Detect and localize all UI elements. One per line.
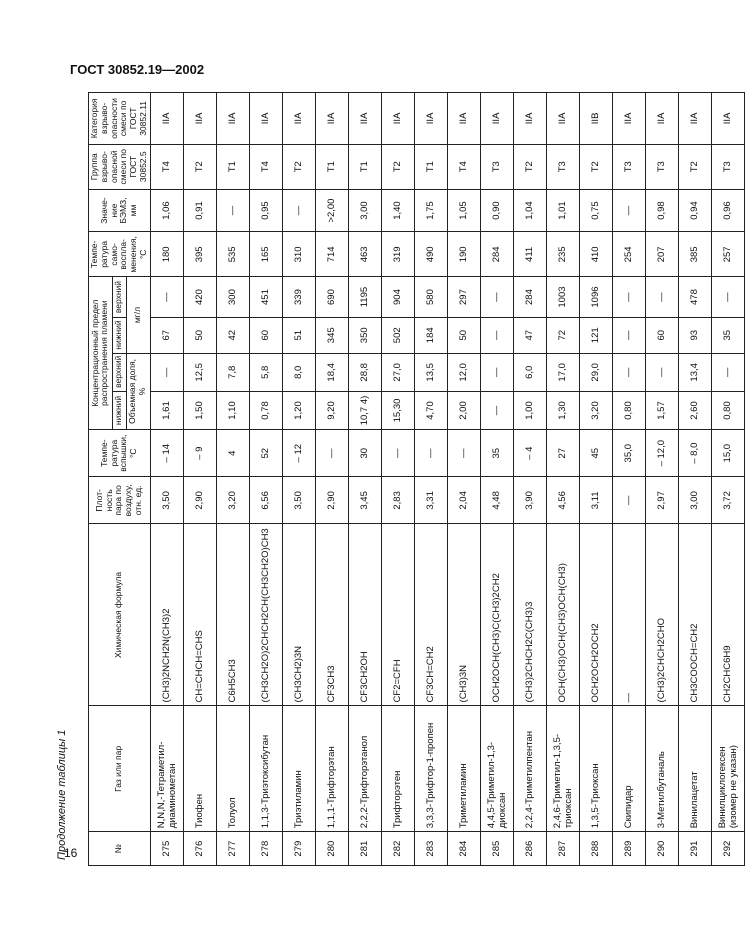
table-row [348,93,381,866]
cell-grp: T1 [414,144,447,189]
cell-gas: Тиофен [183,706,216,832]
table-caption: Продолжение таблицы 1 [56,729,68,860]
table-row [711,93,744,866]
cell-density: 3,11 [579,477,612,524]
cell-um: 300 [216,277,249,317]
cell-grp: T4 [447,144,480,189]
cell-formula: (CH3)3N [447,524,480,706]
col-conc-group: Концентрационный предел распространения пламени [89,277,113,430]
cell-grp: T3 [546,144,579,189]
cell-lm: 184 [414,317,447,353]
cell-density: 3,90 [513,477,546,524]
col-category: Категория взрыво-опасности смеси по ГОСТ 30852.11 [89,93,151,145]
cell-lv: 15,30 [381,391,414,429]
cell-uv: 13,4 [678,353,711,391]
cell-ai: 207 [645,232,678,277]
table-row [150,93,183,866]
table-body [150,93,744,866]
cell-uv: — [480,353,513,391]
cell-gas: 2,2,2-Трифторэтанол [348,706,381,832]
cell-grp: T1 [216,144,249,189]
cell-um: 420 [183,277,216,317]
cell-uv: 18,4 [315,353,348,391]
cell-flash: 52 [249,430,282,477]
cell-ai: 490 [414,232,447,277]
cell-um: — [480,277,513,317]
cell-cat: IIA [282,93,315,145]
cell-density: 2,83 [381,477,414,524]
cell-lv: 2,60 [678,391,711,429]
cell-ai: 714 [315,232,348,277]
cell-um: — [645,277,678,317]
cell-bem: 0,90 [480,189,513,232]
cell-lv: 1,30 [546,391,579,429]
col-upper2: верхний [112,277,126,317]
cell-density: 3,31 [414,477,447,524]
cell-um: 1096 [579,277,612,317]
cell-flash: — [381,430,414,477]
cell-formula: CH3COOCH=CH2 [678,524,711,706]
cell-ai: 535 [216,232,249,277]
cell-bem: 1,40 [381,189,414,232]
cell-ai: 180 [150,232,183,277]
cell-uv: 27,0 [381,353,414,391]
cell-lm: 47 [513,317,546,353]
cell-gas: Скипидар [612,706,645,832]
cell-gas: Толуол [216,706,249,832]
cell-density: 3,20 [216,477,249,524]
cell-formula: (CH3)2CHCH2CHO [645,524,678,706]
table-row [645,93,678,866]
cell-formula: OCH2OCH2OCH2 [579,524,612,706]
cell-no: 277 [216,832,249,866]
cell-density: 4,56 [546,477,579,524]
cell-ai: 165 [249,232,282,277]
cell-flash: – 12 [282,430,315,477]
table-row [447,93,480,866]
cell-um: 297 [447,277,480,317]
cell-bem: — [612,189,645,232]
cell-lv: 0,80 [612,391,645,429]
table-row [315,93,348,866]
cell-grp: T2 [183,144,216,189]
cell-cat: IIA [150,93,183,145]
col-density: Плот-ность пара по воздуху, отн. ед. [89,477,151,524]
table-row [480,93,513,866]
cell-lm: 350 [348,317,381,353]
table-row [414,93,447,866]
cell-lm: 42 [216,317,249,353]
table-row [249,93,282,866]
col-lower1: нижний [112,391,126,429]
cell-ai: 190 [447,232,480,277]
cell-flash: – 9 [183,430,216,477]
cell-density: 2,90 [183,477,216,524]
cell-bem: 0,96 [711,189,744,232]
cell-lv: 1,20 [282,391,315,429]
cell-um: 1195 [348,277,381,317]
cell-gas: 4,4,5-Триметил-1,3-диоксан [480,706,513,832]
col-upper1: верхний [112,353,126,391]
cell-lv: 0,78 [249,391,282,429]
cell-gas: 1,1,1-Трифторэтан [315,706,348,832]
cell-bem: 0,98 [645,189,678,232]
cell-gas: 1,3,5-Триоксан [579,706,612,832]
cell-no: 283 [414,832,447,866]
cell-grp: T2 [282,144,315,189]
cell-formula: CF3CH2OH [348,524,381,706]
cell-grp: T3 [480,144,513,189]
cell-formula: (CH3CH2)3N [282,524,315,706]
col-flash: Темпе-ратура вспышки, °С [89,430,151,477]
table-row [216,93,249,866]
cell-density: 3,72 [711,477,744,524]
cell-no: 276 [183,832,216,866]
cell-lv: 1,57 [645,391,678,429]
cell-flash: 4 [216,430,249,477]
cell-grp: T4 [150,144,183,189]
cell-lv: 1,00 [513,391,546,429]
cell-grp: T2 [381,144,414,189]
cell-cat: IIA [381,93,414,145]
cell-cat: IIA [216,93,249,145]
cell-gas: 2,2,4-Триметилпентан [513,706,546,832]
cell-no: 280 [315,832,348,866]
cell-flash: – 12,0 [645,430,678,477]
cell-no: 286 [513,832,546,866]
cell-gas: 3-Метилбутаналь [645,706,678,832]
cell-lm: 502 [381,317,414,353]
cell-gas: 1,1,3-Триэтоксибутан [249,706,282,832]
cell-formula: C6H5CH3 [216,524,249,706]
cell-grp: T3 [711,144,744,189]
cell-um: 904 [381,277,414,317]
cell-lv: 1,50 [183,391,216,429]
cell-uv: 29,0 [579,353,612,391]
cell-um: 284 [513,277,546,317]
cell-cat: IIA [315,93,348,145]
cell-grp: T2 [579,144,612,189]
cell-lm: 60 [645,317,678,353]
cell-ai: 385 [678,232,711,277]
cell-gas: Трифторэтен [381,706,414,832]
cell-grp: T1 [315,144,348,189]
cell-bem: >2,00 [315,189,348,232]
cell-no: 282 [381,832,414,866]
cell-lm: 67 [150,317,183,353]
rotated-table-container [88,92,739,866]
cell-density: 3,50 [150,477,183,524]
cell-gas: Триэтиламин [282,706,315,832]
cell-density: 2,97 [645,477,678,524]
cell-uv: — [711,353,744,391]
cell-flash: 15,0 [711,430,744,477]
cell-ai: 319 [381,232,414,277]
cell-uv: — [150,353,183,391]
cell-cat: IIA [513,93,546,145]
cell-bem: — [282,189,315,232]
col-group: Группа взрыво-опасной смеси по ГОСТ 30852.5 [89,144,151,189]
cell-lv: 0,80 [711,391,744,429]
cell-cat: IIA [414,93,447,145]
cell-lv: 10,7 4) [348,391,381,429]
cell-cat: IIA [183,93,216,145]
cell-formula: CH=CHCH=CHS [183,524,216,706]
cell-no: 279 [282,832,315,866]
cell-cat: IIA [546,93,579,145]
col-lower2: нижний [112,317,126,353]
cell-cat: IIA [447,93,480,145]
cell-cat: IIA [612,93,645,145]
cell-lm: 50 [447,317,480,353]
cell-no: 289 [612,832,645,866]
cell-flash: — [315,430,348,477]
cell-um: — [711,277,744,317]
cell-lm: 93 [678,317,711,353]
cell-uv: — [612,353,645,391]
table-row [282,93,315,866]
cell-uv: 12,0 [447,353,480,391]
col-formula: Химическая формула [89,524,151,706]
cell-no: 284 [447,832,480,866]
cell-um: 451 [249,277,282,317]
cell-uv: 7,8 [216,353,249,391]
cell-grp: T1 [348,144,381,189]
cell-ai: 284 [480,232,513,277]
cell-ai: 310 [282,232,315,277]
cell-grp: T2 [678,144,711,189]
cell-density: 6,56 [249,477,282,524]
cell-ai: 395 [183,232,216,277]
cell-cat: IIA [678,93,711,145]
cell-no: 285 [480,832,513,866]
col-no: № [89,832,151,866]
cell-lv: 3,20 [579,391,612,429]
table-row [546,93,579,866]
cell-no: 275 [150,832,183,866]
cell-lm: 60 [249,317,282,353]
cell-gas: N,N,N,-Тетраметил-диаминометан [150,706,183,832]
cell-bem: 1,01 [546,189,579,232]
cell-ai: 235 [546,232,579,277]
cell-um: 478 [678,277,711,317]
cell-bem: 0,95 [249,189,282,232]
cell-cat: IIA [480,93,513,145]
cell-lv: 4,70 [414,391,447,429]
table-row [183,93,216,866]
cell-gas: 2,4,6-Триметил-1,3,5-триоксан [546,706,579,832]
table-row [612,93,645,866]
cell-density: 3,45 [348,477,381,524]
cell-um: 580 [414,277,447,317]
cell-formula: CF2=CFH [381,524,414,706]
table-row [579,93,612,866]
table-row [678,93,711,866]
cell-lv: 9,20 [315,391,348,429]
cell-grp: T4 [249,144,282,189]
cell-uv: 28,8 [348,353,381,391]
cell-density: 2,90 [315,477,348,524]
cell-flash: – 14 [150,430,183,477]
cell-flash: — [447,430,480,477]
cell-um: 690 [315,277,348,317]
cell-flash: – 4 [513,430,546,477]
cell-lv: — [480,391,513,429]
cell-flash: 30 [348,430,381,477]
cell-cat: IIA [645,93,678,145]
cell-bem: 1,05 [447,189,480,232]
cell-uv: — [645,353,678,391]
cell-uv: 13,5 [414,353,447,391]
cell-ai: 411 [513,232,546,277]
cell-bem: 1,06 [150,189,183,232]
data-table [88,92,745,866]
cell-uv: 8,0 [282,353,315,391]
cell-density: 4,48 [480,477,513,524]
cell-flash: 35,0 [612,430,645,477]
cell-no: 292 [711,832,744,866]
cell-no: 287 [546,832,579,866]
cell-lm: 51 [282,317,315,353]
cell-density: 3,50 [282,477,315,524]
cell-bem: 3,00 [348,189,381,232]
cell-grp: T2 [513,144,546,189]
col-autoign: Темпе-ратура само-воспла-менения, °С [89,232,151,277]
cell-lm: — [480,317,513,353]
cell-flash: 35 [480,430,513,477]
cell-ai: 254 [612,232,645,277]
cell-no: 281 [348,832,381,866]
cell-lv: 2,00 [447,391,480,429]
cell-formula: — [612,524,645,706]
cell-cat: IIB [579,93,612,145]
cell-no: 288 [579,832,612,866]
table-row [381,93,414,866]
col-gas: Газ или пар [89,706,151,832]
cell-gas: Триметиламин [447,706,480,832]
cell-bem: 1,75 [414,189,447,232]
col-vol-pct: Объемная доля, % [126,353,150,429]
cell-no: 278 [249,832,282,866]
cell-bem: 0,75 [579,189,612,232]
cell-no: 290 [645,832,678,866]
cell-lm: 72 [546,317,579,353]
cell-uv: 17,0 [546,353,579,391]
cell-formula: (CH3)2NCH2N(CH3)2 [150,524,183,706]
cell-flash: 27 [546,430,579,477]
cell-bem: 1,04 [513,189,546,232]
cell-um: 1003 [546,277,579,317]
cell-bem: 0,94 [678,189,711,232]
cell-lv: 1,61 [150,391,183,429]
cell-formula: CH2CHC6H9 [711,524,744,706]
cell-gas: Винилацетат [678,706,711,832]
cell-um: — [612,277,645,317]
col-mg-l: мг/л [126,277,150,353]
cell-flash: – 8,0 [678,430,711,477]
page-number: 16 [64,846,78,860]
cell-formula: CF3CH3 [315,524,348,706]
cell-uv: 12,5 [183,353,216,391]
cell-density: 2,04 [447,477,480,524]
cell-formula: OCH(CH3)OCH(CH3)OCH(CH3) [546,524,579,706]
col-bem: Значе-ние БЭМЗ, мм [89,189,151,232]
cell-grp: T3 [645,144,678,189]
cell-lm: 50 [183,317,216,353]
cell-formula: (CH3CH2O)2CHCH2CH(CH3CH2O)CH3 [249,524,282,706]
cell-lm: 35 [711,317,744,353]
cell-uv: 6,0 [513,353,546,391]
cell-formula: OCH2OCH(CH3)C(CH3)2CH2 [480,524,513,706]
cell-cat: IIA [711,93,744,145]
cell-formula: (CH3)2CHCH2C(CH3)3 [513,524,546,706]
cell-bem: 0,91 [183,189,216,232]
cell-density: — [612,477,645,524]
cell-gas: Винилциклогексен (изомер не указан) [711,706,744,832]
page-header: ГОСТ 30852.19—2002 [70,62,205,77]
cell-gas: 3,3,3-Трифтор-1-пропен [414,706,447,832]
cell-cat: IIA [249,93,282,145]
cell-lm: 121 [579,317,612,353]
cell-formula: CF3CH=CH2 [414,524,447,706]
cell-flash: — [414,430,447,477]
cell-cat: IIA [348,93,381,145]
cell-grp: T3 [612,144,645,189]
cell-flash: 45 [579,430,612,477]
cell-density: 3,00 [678,477,711,524]
table-row [513,93,546,866]
cell-bem: — [216,189,249,232]
cell-lv: 1,10 [216,391,249,429]
cell-ai: 463 [348,232,381,277]
cell-uv: 5,8 [249,353,282,391]
cell-um: — [150,277,183,317]
cell-lm: — [612,317,645,353]
cell-no: 291 [678,832,711,866]
cell-um: 339 [282,277,315,317]
cell-ai: 410 [579,232,612,277]
cell-ai: 257 [711,232,744,277]
cell-lm: 345 [315,317,348,353]
table-caption-container [56,90,82,860]
